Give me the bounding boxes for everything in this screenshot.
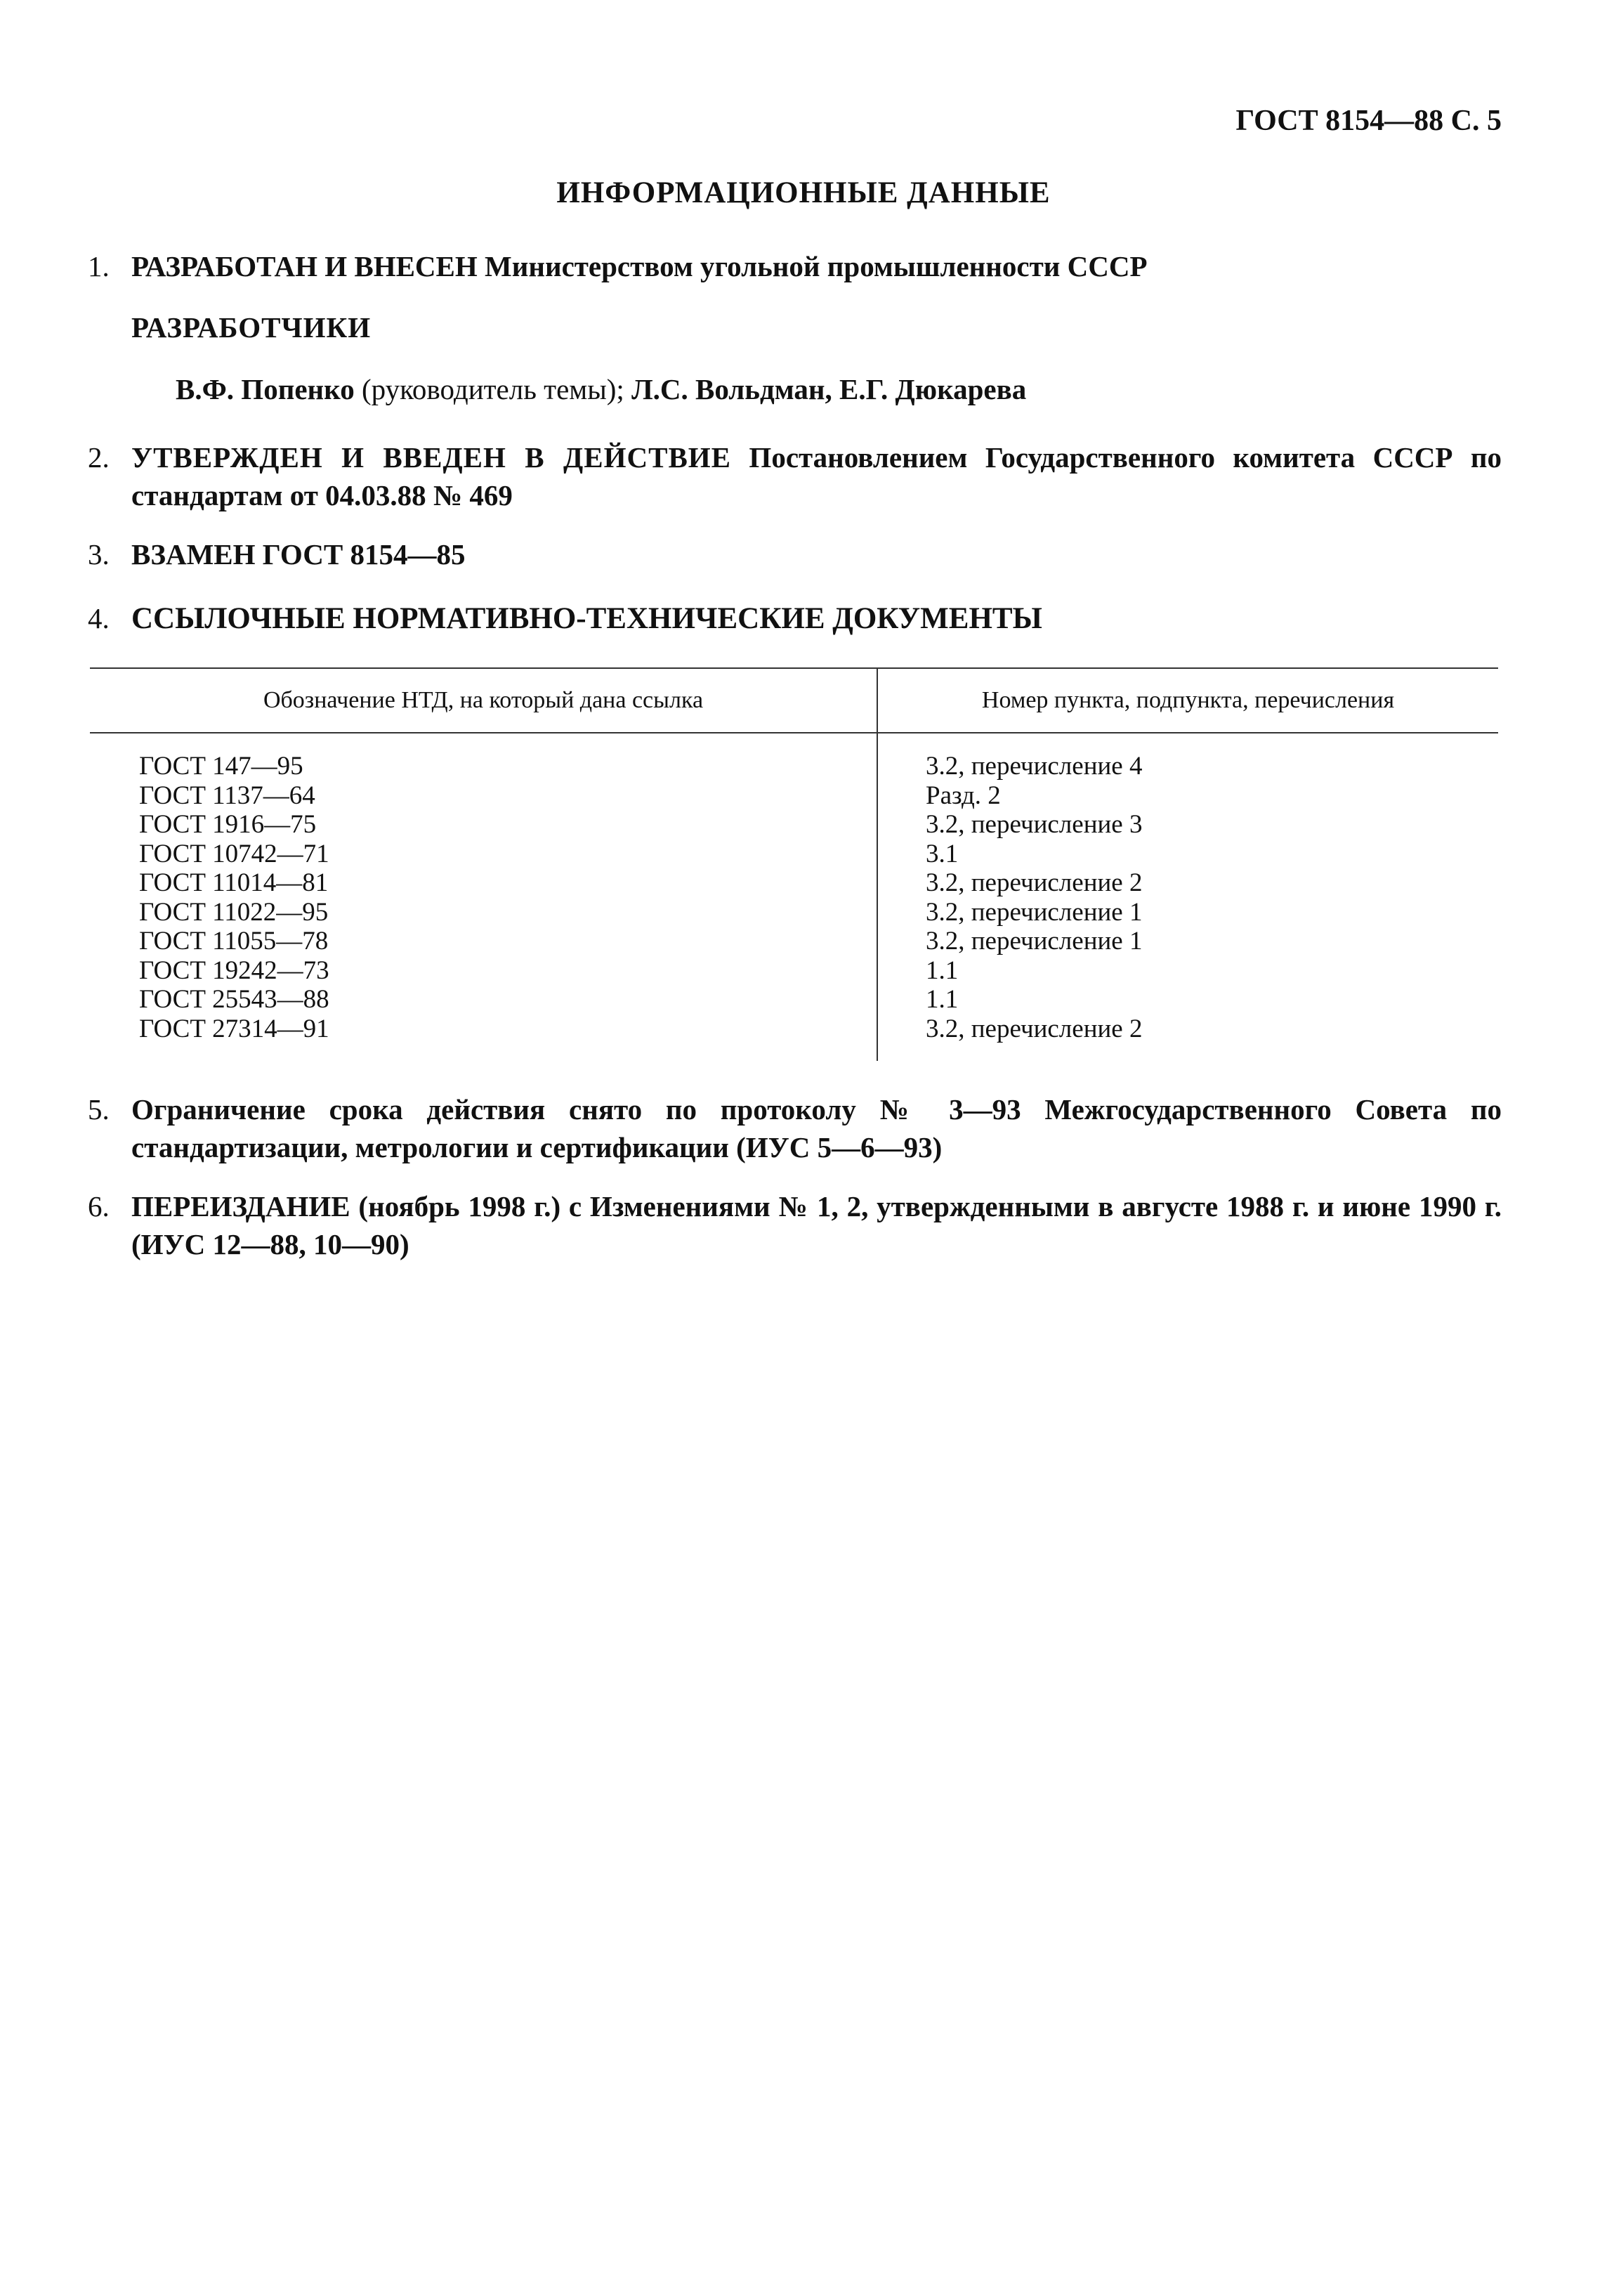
table-cell-clause: 3.2, перечисление 1 [926, 927, 1143, 955]
item-number: 2. [88, 441, 110, 474]
table-cell-clause: 1.1 [926, 955, 959, 985]
table-cell-ntd: ГОСТ 27314—91 [139, 1014, 329, 1043]
item-heading: ССЫЛОЧНЫЕ НОРМАТИВНО-ТЕХНИЧЕСКИЕ ДОКУМЕНТЫ [131, 602, 1042, 635]
table-column-clause [926, 752, 1142, 1043]
table-cell-ntd: ГОСТ 147—95 [139, 752, 303, 781]
item-2 [88, 438, 1502, 514]
table-cell-ntd: ГОСТ 1137—64 [139, 781, 315, 810]
table-header-ntd: Обозначение НТД, на который дана ссылка [263, 687, 704, 713]
table-cell-clause: 3.2, перечисление 4 [926, 752, 1143, 781]
item-text: (ноябрь 1998 г.) с Изменениями № 1, 2, утвержденными в августе 1988 г. и июне 1990 г. (ИУС 12—88, 10—90) [131, 1190, 1502, 1260]
table-cell-clause: 1.1 [926, 985, 959, 1014]
developers-list [176, 372, 1026, 406]
developer-role: (руководитель темы); [354, 373, 632, 405]
table-cell-clause: 3.2, перечисление 2 [926, 868, 1143, 897]
table-cell-ntd: ГОСТ 10742—71 [139, 839, 329, 868]
item-number: 6. [88, 1190, 110, 1222]
table-header-clause: Номер пункта, подпункта, перечисления [981, 687, 1395, 713]
developer-others: Л.С. Вольдман, Е.Г. Дюкарева [631, 373, 1027, 405]
table-cell-clause: 3.2, перечисление 2 [926, 1014, 1143, 1043]
table-cell-clause: 3.1 [926, 839, 959, 868]
table-cell-clause: Разд. 2 [926, 781, 1001, 810]
table-cell-ntd: ГОСТ 25543—88 [139, 985, 329, 1014]
item-heading: УТВЕРЖДЕН И ВВЕДЕН В ДЕЙСТВИЕ [131, 441, 732, 474]
table-top-rule [90, 667, 1498, 669]
item-text: Министерством угольной промышленности СССР [477, 250, 1148, 282]
table-cell-clause: 3.2, перечисление 3 [926, 810, 1143, 839]
item-1 [88, 247, 1502, 285]
item-4 [88, 599, 1502, 638]
item-text: Ограничение срока действия снято по протоколу № 3—93 Межгосударственного Совета по стандартизации, метрологии и сертификации (ИУС 5—6—93) [131, 1093, 1502, 1163]
table-cell-ntd: ГОСТ 1916—75 [139, 810, 317, 839]
table-column-ntd [139, 752, 329, 1043]
item-number: 3. [88, 538, 110, 570]
table-cell-ntd: ГОСТ 11022—95 [139, 897, 329, 927]
table-header-rule [90, 732, 1498, 733]
item-heading: ВЗАМЕН ГОСТ 8154—85 [131, 538, 466, 570]
item-6 [88, 1187, 1502, 1263]
item-number: 4. [88, 602, 110, 634]
table-cell-ntd: ГОСТ 11014—81 [139, 868, 329, 897]
item-heading: РАЗРАБОТАН И ВНЕСЕН [131, 250, 478, 282]
item-5 [88, 1090, 1502, 1166]
page-reference: ГОСТ 8154—88 С. 5 [1235, 105, 1502, 137]
developer-lead: В.Ф. Попенко [176, 373, 355, 405]
developers-heading: РАЗРАБОТЧИКИ [131, 311, 372, 344]
item-3 [88, 535, 1502, 573]
table-cell-clause: 3.2, перечисление 1 [926, 897, 1143, 927]
item-heading: ПЕРЕИЗДАНИЕ [131, 1190, 350, 1222]
table-cell-ntd: ГОСТ 11055—78 [139, 927, 329, 955]
table-cell-ntd: ГОСТ 19242—73 [139, 955, 329, 985]
item-text: Постановлением Государственного комитета СССР по стандартам от 04.03.88 № 469 [131, 441, 1502, 511]
item-number: 1. [88, 250, 110, 282]
item-number: 5. [88, 1093, 110, 1126]
references-table [90, 667, 1498, 1061]
page-title: ИНФОРМАЦИОННЫЕ ДАННЫЕ [556, 176, 1051, 209]
table-column-divider [877, 667, 878, 1061]
